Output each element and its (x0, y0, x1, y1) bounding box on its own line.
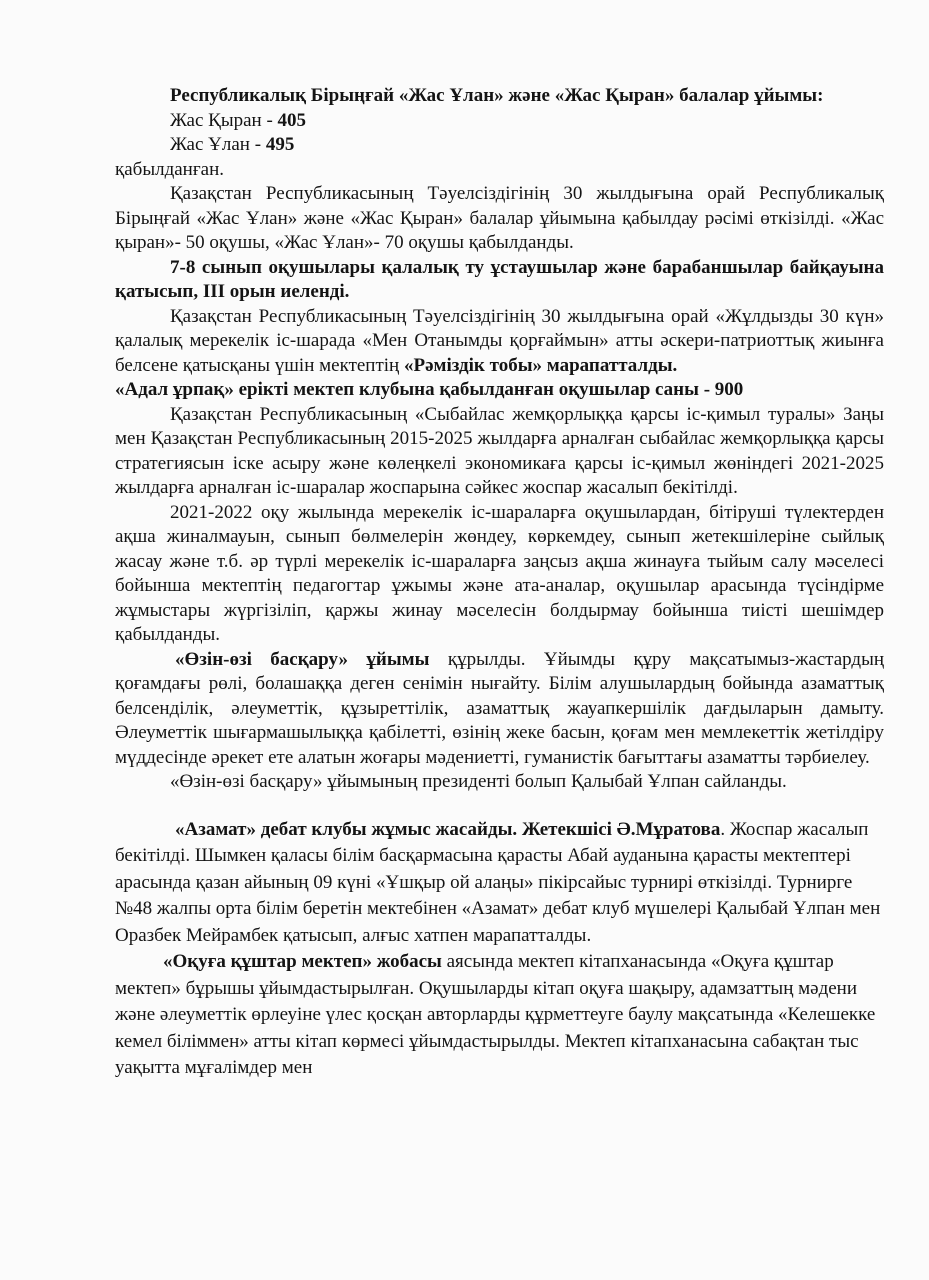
paragraph-president: «Өзін-өзі басқару» ұйымының президенті болып Қалыбай Ұлпан сайланды. (170, 771, 787, 792)
count-value: 495 (265, 134, 295, 155)
paragraph-text: аясында мектеп кітапханасында «Оқуға құштар мектеп» бұрышы ұйымдастырылған. Оқушыларды кітап оқуға шақыру, адамзаттың мәдени және әлеуметтік өрлеуіне үлес қосқан авторларды құрметтеуге баулу мақсатында «Келешекке кемел біліммен» атты кітап көрмесі ұйымдастырылды. Мектеп кітапханасына сабақтан тыс уақытта мұғалімдер мен (115, 951, 876, 1078)
section-title-zhas-ulan: Республикалық Бірыңғай «Жас Ұлан» және «Жас Қыран» балалар ұйымы: (170, 85, 824, 106)
paragraph-text: . Жоспар жасалып бекітілді. Шымкен қаласы білім басқармасына қарасты Абай ауданына қарасты мектептері арасында қазан айының 09 күні «Ұшқыр ой алаңы» пікірсайыс турнирі өткізілді. Турнирге №48 жалпы орта білім беретін мектебінен «Азамат» дебат клуб мүшелері Қалыбай Ұлпан мен Оразбек Мейрамбек қатысып, алғыс хатпен марапатталды. (115, 818, 881, 946)
count-zhas-ulan (115, 133, 884, 158)
paragraph-accepted: қабылданған. (115, 158, 224, 180)
count-zhas-qyran (115, 109, 884, 134)
count-value: 405 (277, 109, 307, 131)
paragraph-anti-corruption-measures: 2021-2022 оқу жылында мерекелік іс-шараларға оқушылардан, бітіруші түлектерден ақша жиналмауын, сынып бөлмелерін жөндеу, көркемдеу, сынып жетекшілеріне сыйлық жасау және т.б. әр түрлі мерекелік іс-шараларға заңсыз ақша жинауға тыйым салу мәселесі бойынша мектептің педагогтар ұжымы және ата-аналар, оқушылар арасында түсіндірме жұмыстары жүргізіліп, қаржы жинау мәселесін болдырмау бойынша тиісті шешімдер қабылданды. (115, 501, 884, 645)
paragraph-bold: «Оқуға құштар мектеп» жобасы (163, 951, 442, 972)
paragraph-symbols-group (115, 305, 884, 379)
count-label: Жас Ұлан - (170, 134, 266, 155)
paragraph-self-government (115, 648, 884, 771)
paragraph-debate-club (115, 817, 884, 950)
paragraph-bold: «Өзін-өзі басқару» ұйымы (175, 648, 430, 670)
section-title-flag-bearers: 7-8 сынып оқушылары қалалық ту ұстаушылар және барабаншылар байқауына қатысып, ІІІ орын иеленді. (115, 256, 884, 302)
paragraph-gap (115, 795, 884, 817)
paragraph-bold: «Азамат» дебат клубы жұмыс жасайды. Жетекшісі Ә.Мұратова (175, 818, 721, 840)
paragraph-ceremony: Қазақстан Республикасының Тәуелсіздігінің 30 жылдығына орай Республикалық Бірыңғай «Жас Ұлан» және «Жас Қыран» балалар ұйымына қабылдау рәсімі өткізілді. «Жас қыран»- 50 оқушы, «Жас Ұлан»- 70 оқушы қабылданды. (115, 183, 884, 253)
paragraph-reading-school (115, 949, 884, 1082)
count-label: Жас Қыран - (170, 109, 278, 131)
section-title-adal-urpaq: «Адал ұрпақ» ерікті мектеп клубына қабылданған оқушылар саны - 900 (115, 379, 744, 400)
paragraph-bold: «Рәміздік тобы» марапатталды. (403, 354, 678, 376)
paragraph-text: құрылды. Ұйымды құру мақсатымыз-жастардың қоғамдағы рөлі, болашаққа деген сенімін нығайту. Білім алушылардың бойында азаматтық белсенділік, әлеуметтік, құзыреттілік, азаматтық жауапкершілік дағдыларын дамыту. Әлеуметтік шығармашылыққа қабілетті, өзінің жеке басын, қоғам мен мемлекеттік жетілдіру мүддесінде әрекет ете алатын жоғары мәдениетті, гуманистік бағыттағы азаматты тәрбиелеу. (115, 648, 885, 768)
paragraph-text: Қазақстан Республикасының Тәуелсіздігінің 30 жылдығына орай «Жұлдызды 30 күн» қалалық мерекелік іс-шарада «Мен Отанымды қорғаймын» атты әскери-патриоттық жиынға белсене қатысқаны үшін мектептің (115, 305, 884, 376)
paragraph-anti-corruption-plan: Қазақстан Республикасының «Сыбайлас жемқорлыққа қарсы іс-қимыл туралы» Заңы мен Қазақстан Республикасының 2015-2025 жылдарға арналған сыбайлас жемқорлыққа қарсы стратегиясын іске асыру және көлеңкелі экономикаға қарсы іс-қимыл жөніндегі 2021-2025 жылдарға арналған іс-шаралар жоспарына сәйкес жоспар жасалып бекітілді. (115, 403, 884, 498)
